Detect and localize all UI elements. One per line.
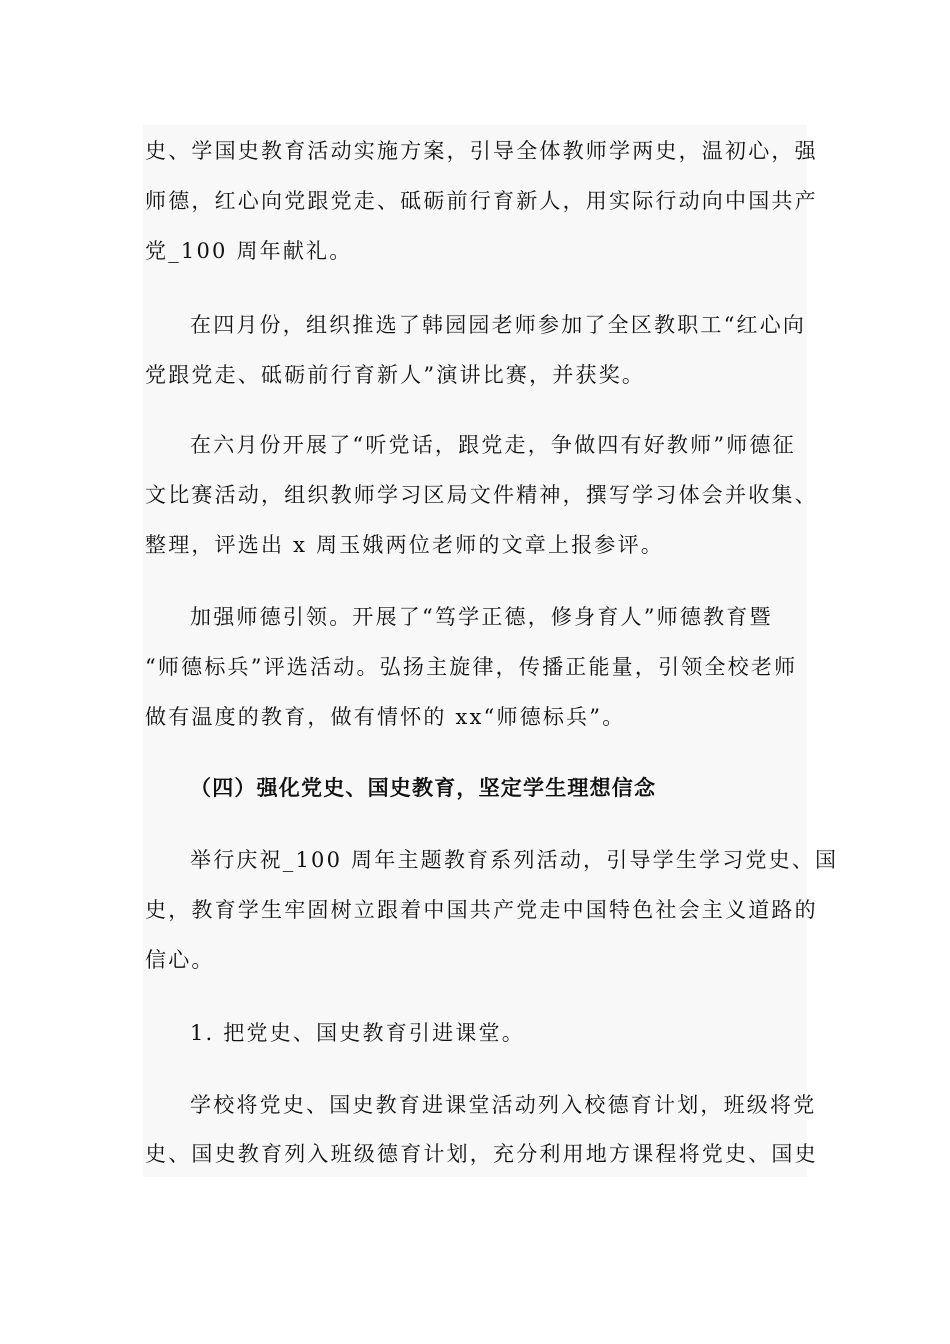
section-heading: （四）强化党史、国史教育，坚定学生理想信念 <box>190 775 657 800</box>
paragraph-first-line: 加强师德引领。开展了“笃学正德，修身育人”师德教育暨 <box>190 605 773 629</box>
paragraph-first-line: 在六月份开展了“听党话，跟党走，争做四有好教师”师德征 <box>190 433 796 457</box>
text-line: “师德标兵”评选活动。弘扬主旋律，传播正能量，引领全校老师 <box>145 655 798 679</box>
text-line: 史、学国史教育活动实施方案，引导全体教师学两史，温初心，强 <box>145 139 818 163</box>
text-line: 师德，红心向党跟党走、砥砺前行育新人，用实际行动向中国共产 <box>145 189 818 213</box>
paragraph-first-line: 学校将党史、国史教育进课堂活动列入校德育计划，班级将党 <box>190 1093 817 1117</box>
text-line: 做有温度的教育，做有情怀的 xx“师德标兵”。 <box>145 705 626 729</box>
text-line: 史，教育学生牢固树立跟着中国共产党走中国特色社会主义道路的 <box>145 898 818 922</box>
text-line: 党跟党走、砥砺前行育新人”演讲比赛，并获奖。 <box>145 363 646 387</box>
text-line: 文比赛活动，组织教师学习区局文件精神，撰写学习体会并收集、 <box>145 483 818 507</box>
text-line: 整理，评选出 x 周玉娥两位老师的文章上报参评。 <box>145 533 664 557</box>
paragraph-first-line: 举行庆祝_100 周年主题教育系列活动，引导学生学习党史、国 <box>190 848 839 872</box>
text-line: 史、国史教育列入班级德育计划，充分利用地方课程将党史、国史 <box>145 1142 818 1166</box>
subsection-heading: 1. 把党史、国史教育引进课堂。 <box>190 1021 525 1045</box>
paragraph-first-line: 在四月份，组织推选了韩园园老师参加了全区教职工“红心向 <box>190 313 807 337</box>
text-line: 信心。 <box>145 948 215 972</box>
text-line: 党_100 周年献礼。 <box>145 239 353 263</box>
